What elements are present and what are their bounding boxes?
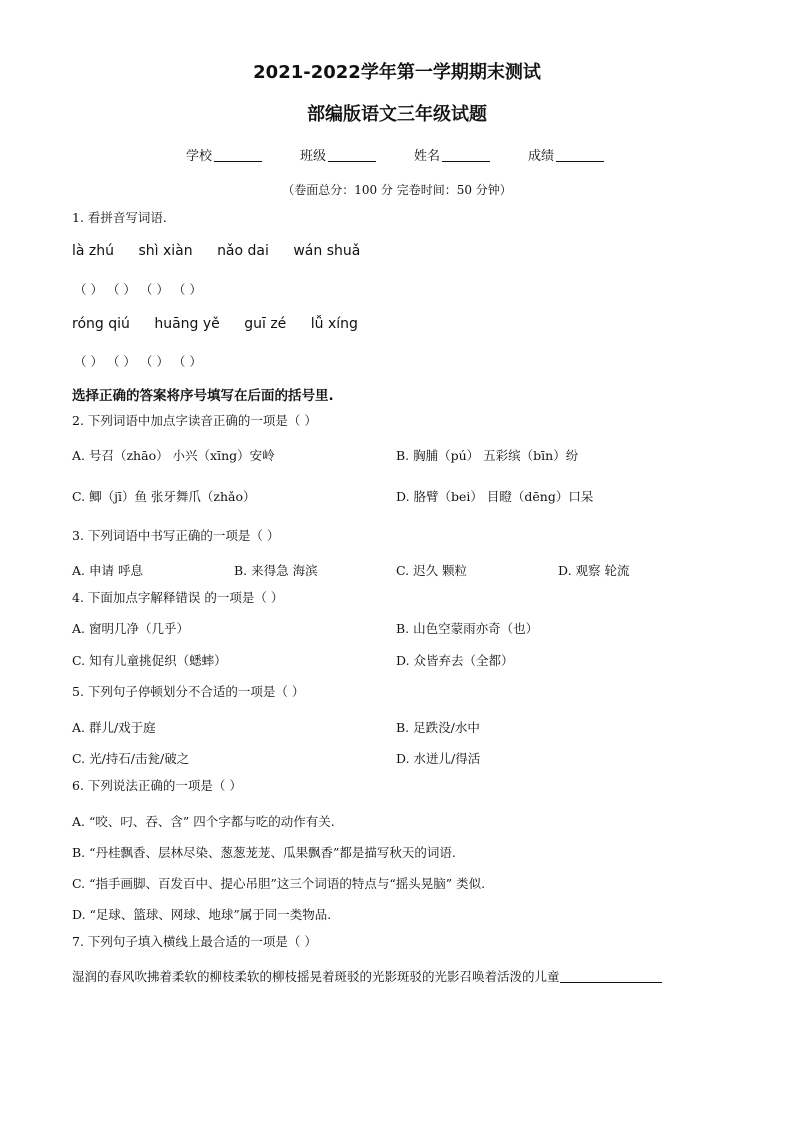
pinyin-item: róng qiú (72, 316, 130, 332)
pinyin-row-2 (72, 316, 378, 332)
question-3-option-a[interactable]: A. 申请 呼息 (72, 563, 143, 578)
pinyin-row-1 (72, 243, 380, 259)
blank-line (442, 147, 490, 162)
question-3-option-d[interactable]: D. 观察 轮流 (558, 563, 630, 578)
question-7-title: 7. 下列句子填入横线上最合适的一项是（ ） (72, 934, 317, 949)
question-3-option-b[interactable]: B. 来得急 海滨 (234, 563, 318, 578)
exam-subtitle: 部编版语文三年级试题 (307, 104, 487, 125)
question-5-option-b[interactable]: B. 足跌没/水中 (396, 720, 480, 735)
field-score[interactable] (528, 145, 604, 164)
question-7-sentence (72, 967, 662, 985)
question-6-option-d[interactable]: D. “足球、篮球、网球、地球”属于同一类物品. (72, 907, 332, 922)
question-3-option-c[interactable]: C. 迟久 颗粒 (396, 563, 468, 578)
question-2-option-a[interactable]: A. 号召（zhāo） 小兴（xīng）安岭 (72, 448, 275, 463)
pinyin-item: lǚ xíng (310, 316, 358, 332)
question-4-option-d[interactable]: D. 众皆弃去（全都） (396, 653, 514, 668)
exam-title: 2021-2022学年第一学期期末测试 (253, 62, 541, 83)
question-1-title: 1. 看拼音写词语. (72, 210, 167, 225)
answer-blank-line[interactable] (560, 969, 662, 983)
field-class[interactable] (300, 145, 376, 164)
pinyin-item: wán shuǎ (293, 243, 361, 259)
question-2-option-d[interactable]: D. 胳臂（bei） 目瞪（dēng）口呆 (396, 489, 594, 504)
pinyin-item: shì xiàn (138, 243, 193, 259)
blank-line (328, 147, 376, 162)
field-label: 学校 (186, 149, 213, 164)
field-label: 班级 (300, 149, 327, 164)
question-4-option-c[interactable]: C. 知有儿童挑促织（蟋蟀） (72, 653, 227, 668)
question-4-title: 4. 下面加点字解释错误 的一项是（ ） (72, 590, 284, 605)
answer-parens-row-1[interactable]: （ ） （ ） （ ） （ ） (74, 282, 202, 297)
question-2-option-c[interactable]: C. 鲫（jī）鱼 张牙舞爪（zhǎo） (72, 489, 256, 504)
question-2-option-b[interactable]: B. 胸脯（pú） 五彩缤（bīn）纷 (396, 448, 579, 463)
question-2-title: 2. 下列词语中加点字读音正确的一项是（ ） (72, 413, 317, 428)
field-label: 姓名 (414, 149, 441, 164)
question-5-option-a[interactable]: A. 群儿/戏于庭 (72, 720, 156, 735)
field-name[interactable] (414, 145, 490, 164)
question-5-title: 5. 下列句子停顿划分不合适的一项是（ ） (72, 684, 305, 699)
question-6-title: 6. 下列说法正确的一项是（ ） (72, 778, 242, 793)
pinyin-item: là zhú (72, 243, 115, 259)
sentence-text: 湿润的春风吹拂着柔软的柳枝柔软的柳枝摇晃着斑驳的光影斑驳的光影召唤着活泼的儿童 (72, 969, 560, 984)
pinyin-item: guī zé (244, 316, 287, 332)
question-6-option-a[interactable]: A. “咬、叼、吞、含” 四个字都与吃的动作有关. (72, 814, 335, 829)
question-6-option-c[interactable]: C. “指手画脚、百发百中、提心吊胆”这三个词语的特点与“摇头晃脑” 类似. (72, 876, 486, 891)
blank-line (214, 147, 262, 162)
question-3-title: 3. 下列词语中书写正确的一项是（ ） (72, 528, 280, 543)
exam-note: （卷面总分：100 分 完卷时间：50 分钟） (282, 183, 512, 197)
question-5-option-c[interactable]: C. 光/持石/击瓮/破之 (72, 751, 190, 766)
field-school[interactable] (186, 145, 262, 164)
blank-line (556, 147, 604, 162)
pinyin-item: huāng yě (154, 316, 220, 332)
question-4-option-b[interactable]: B. 山色空蒙雨亦奇（也） (396, 621, 539, 636)
field-label: 成绩 (528, 149, 555, 164)
pinyin-item: nǎo dai (217, 243, 269, 259)
section-heading: 选择正确的答案将序号填写在后面的括号里. (72, 388, 334, 404)
question-6-option-b[interactable]: B. “丹桂飘香、层林尽染、葱葱茏茏、瓜果飘香”都是描写秋天的词语. (72, 845, 456, 860)
answer-parens-row-2[interactable]: （ ） （ ） （ ） （ ） (74, 354, 202, 369)
question-4-option-a[interactable]: A. 窗明几净（几乎） (72, 621, 189, 636)
question-5-option-d[interactable]: D. 水迸儿/得活 (396, 751, 481, 766)
